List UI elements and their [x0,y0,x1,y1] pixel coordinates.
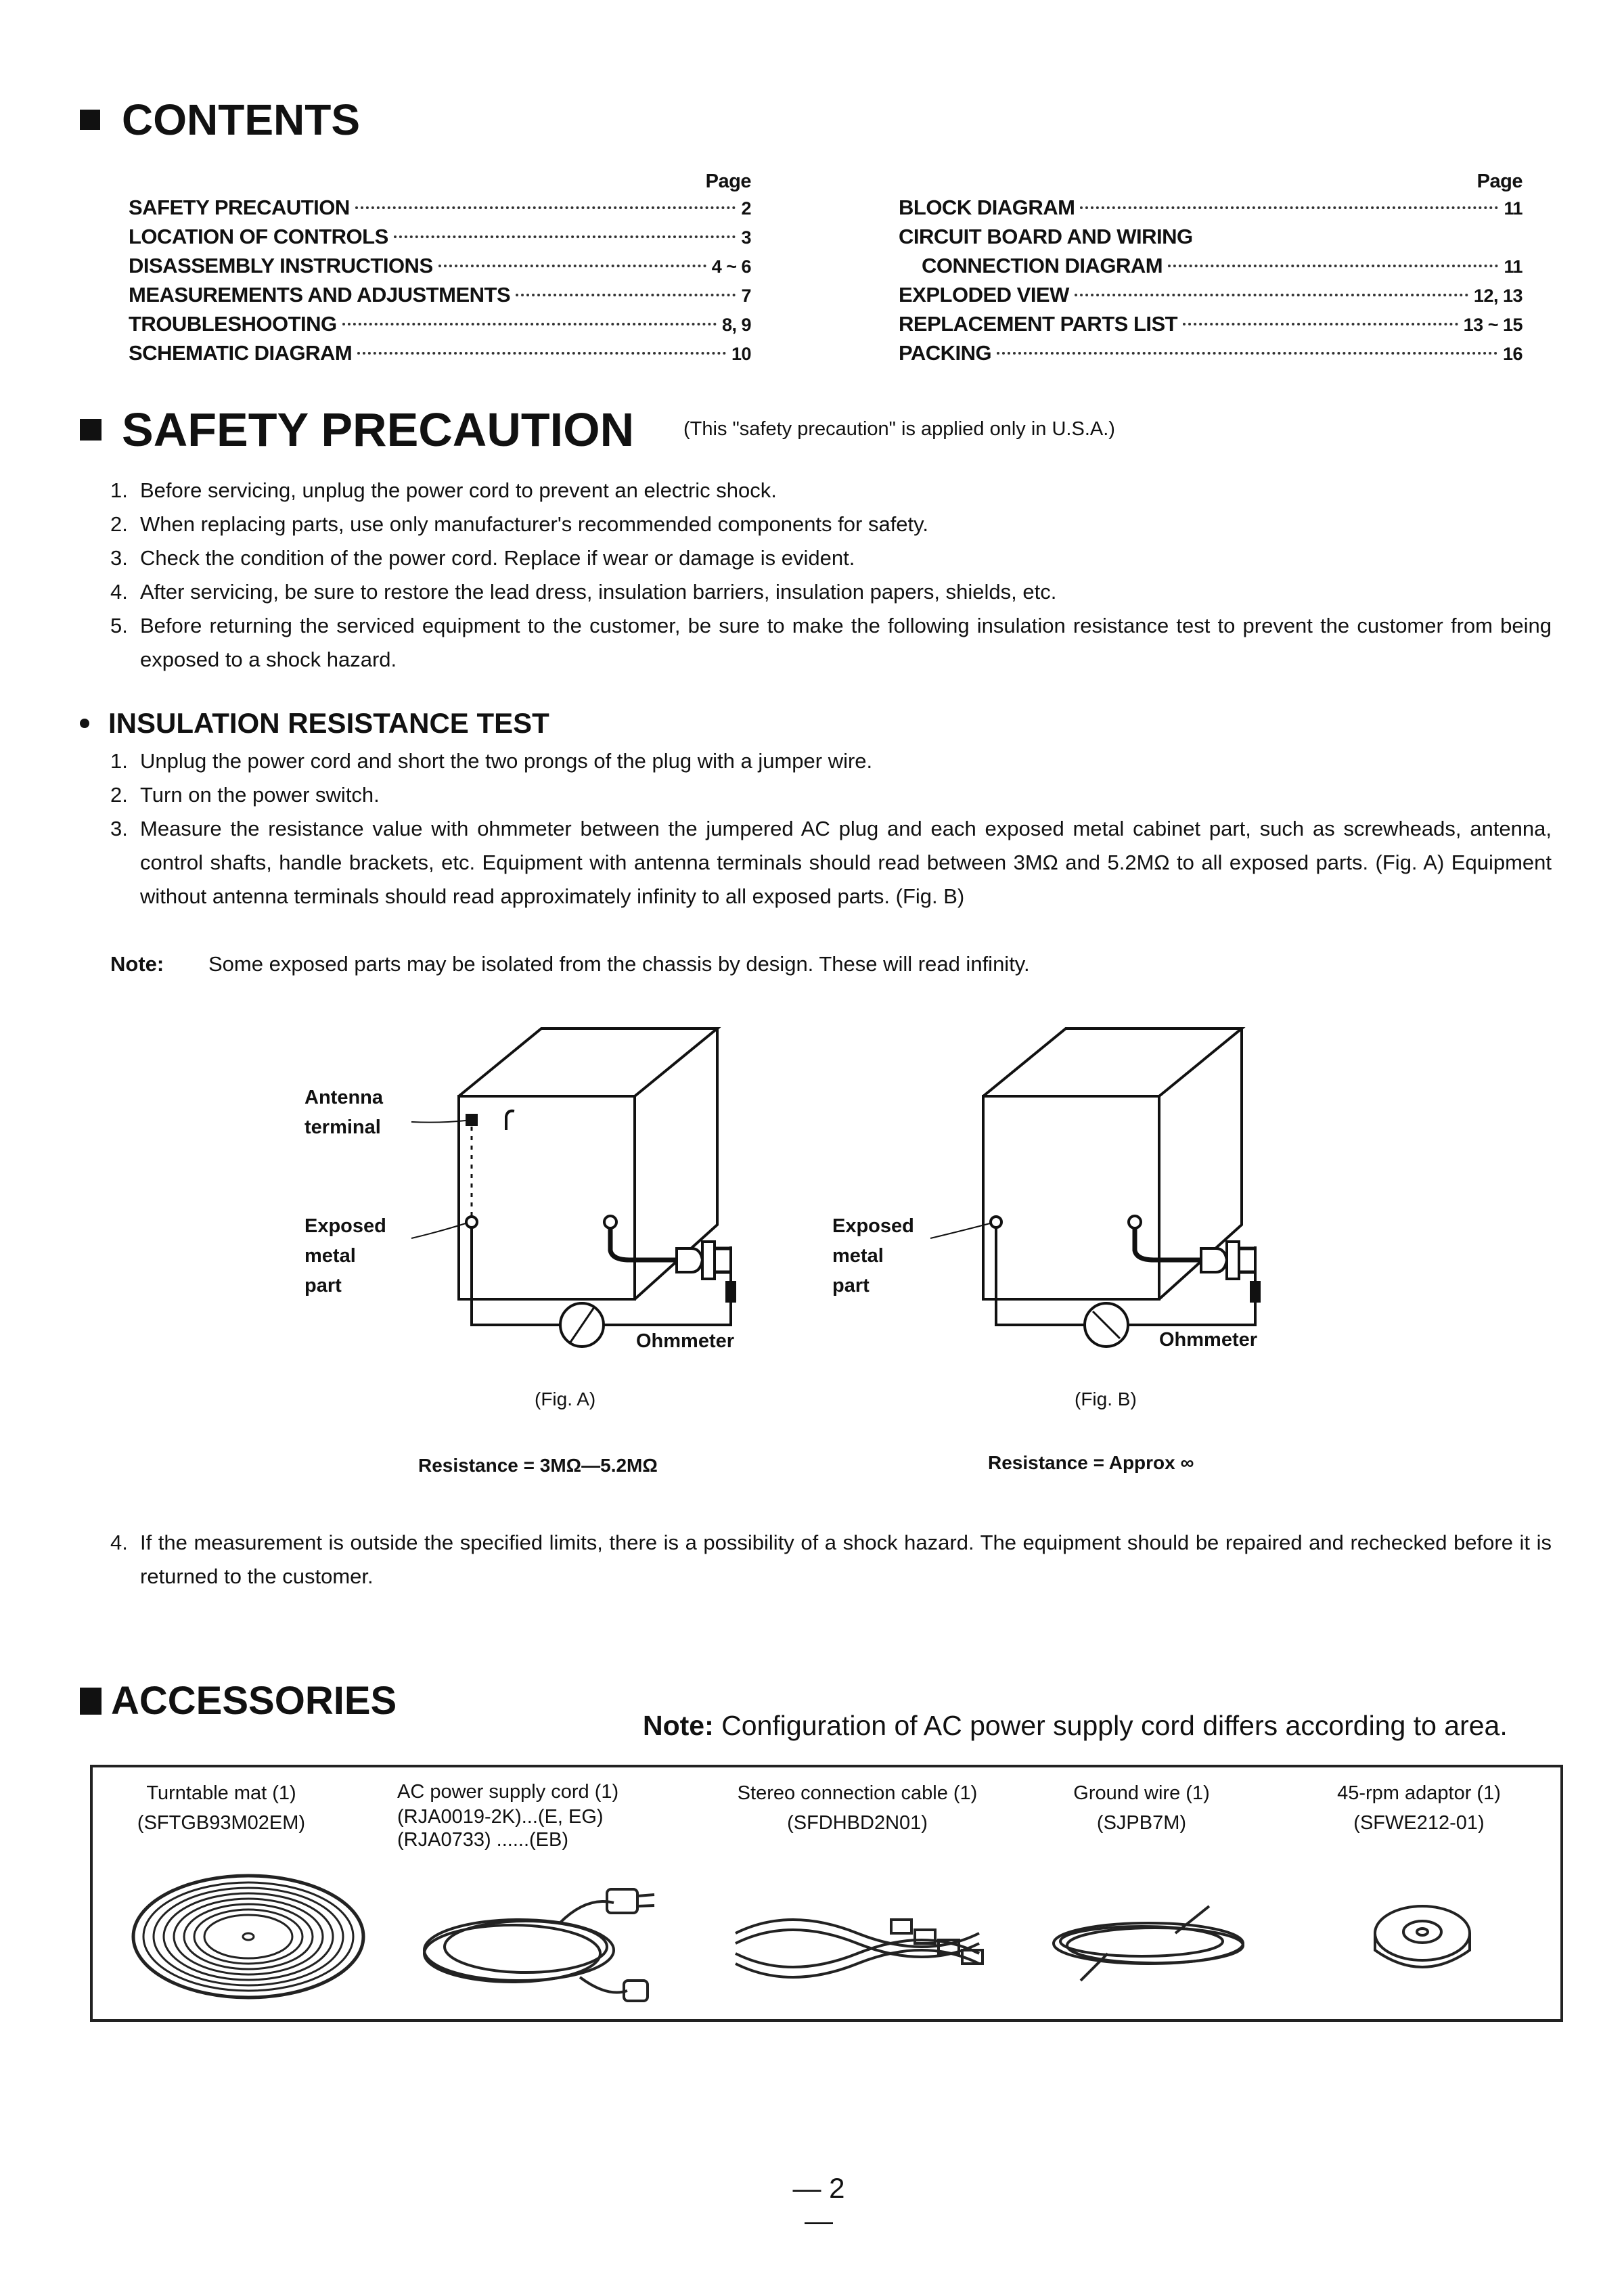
test-lead [996,1227,1086,1325]
caption-fig-a: (Fig. A) [535,1389,596,1409]
toc-left [129,171,751,370]
note-label: Note: [110,952,164,976]
list-item: 1. Before servicing, unplug the power cord to prevent an electric shock. [110,478,777,502]
toc-entry[interactable]: BLOCK DIAGRAM 11 [899,196,1522,219]
plug-body [677,1248,702,1272]
label-exposed-metal-a: Exposed metal part [304,1215,386,1296]
insulation-title-text: INSULATION RESISTANCE TEST [108,707,549,739]
toc-entry[interactable]: LOCATION OF CONTROLS 3 [129,225,751,248]
toc-entry[interactable]: TROUBLESHOOTING 8, 9 [129,312,751,336]
resistance-fig-b: Resistance = Approx ∞ [988,1452,1194,1473]
toc-page-header: Page [705,171,751,192]
accessory-stereo-cable: Stereo connection cable (1) (SFDHBD2N01) [737,1782,978,1834]
cabinet-front [983,1096,1159,1299]
square-bullet-icon [80,110,100,130]
list-item: 2. When replacing parts, use only manufacturer's recommended components for safety. [110,512,928,536]
toc-page-header: Page [1476,171,1522,192]
ac-cord-icon [411,1882,661,2011]
label-ohmmeter-a: Ohmmeter [636,1330,735,1352]
safety-note: (This "safety precaution" is applied only in U.S.A.) [683,418,1115,440]
toc-entry[interactable]: SAFETY PRECAUTION 2 [129,196,751,219]
square-bullet-icon [80,419,102,441]
insulation-list [110,744,1552,913]
test-lead [472,1227,562,1325]
toc-entry[interactable]: EXPLODED VIEW 12, 13 [899,283,1522,307]
figure-a-diagram [379,1015,853,1367]
label-ohmmeter-b: Ohmmeter [1159,1329,1258,1351]
ground-wire-icon [1040,1893,1257,1994]
test-lead [1127,1306,1255,1325]
page-number: — 2 — [792,2172,845,2236]
insulation-note [110,947,1552,981]
toc-right [899,171,1522,370]
antenna-terminal [467,1115,476,1125]
toc-entry[interactable]: MEASUREMENTS AND ADJUSTMENTS 7 [129,283,751,307]
power-cord [1135,1228,1201,1260]
accessory-ground-wire: Ground wire (1) (SJPB7M) [1073,1782,1210,1834]
adaptor-icon [1365,1893,1480,1987]
label-exposed-metal-b: Exposed metal part [832,1215,914,1296]
resistance-fig-a: Resistance = 3MΩ—5.2MΩ [418,1455,658,1476]
toc-entry[interactable]: SCHEMATIC DIAGRAM 10 [129,341,751,365]
cabinet-front [459,1096,635,1299]
safety-title [80,403,634,457]
square-bullet-icon [80,1688,102,1715]
power-cord [610,1228,677,1260]
list-item: 3. Measure the resistance value with ohmmeter between the jumpered AC plug and each exposed metal cabinet part, such as screwheads, antenna, control shafts, handle brackets, etc. Equipment with antenna terminals should read between 3MΩ and 5.2MΩ to all exposed parts. (Fig. A) Equipment without antenna terminals should read approximately infinity to all exposed parts. (Fig. B) [110,817,1552,908]
cord-grommet [604,1216,616,1228]
insulation-item-4 [110,1526,1552,1594]
toc-entry[interactable]: CIRCUIT BOARD AND WIRING [899,225,1193,248]
accessories-title [80,1678,397,1723]
leader-line [930,1223,990,1238]
test-lead [602,1306,731,1325]
accessories-note: Note: Configuration of AC power supply cord differs according to area. [643,1710,1508,1741]
jumper-clip [727,1282,735,1301]
accessories-box [90,1765,1563,2022]
plug-face [1227,1242,1239,1279]
accessory-45rpm-adaptor: 45-rpm adaptor (1) (SFWE212-01) [1337,1782,1501,1834]
toc-entry[interactable]: REPLACEMENT PARTS LIST 13 ~ 15 [899,312,1522,336]
contents-title-text: CONTENTS [122,95,360,144]
toc-entry[interactable]: PACKING 16 [899,341,1522,365]
exposed-screw [991,1217,1001,1227]
turntable-mat-icon [127,1869,370,2004]
insulation-title [80,707,549,740]
bullet-icon [80,719,89,728]
plug-face [702,1242,715,1279]
accessory-ac-cord: AC power supply cord (1) (RJA0019-2K)...(E, EG) (RJA0733) ......(EB) [397,1781,619,1851]
list-item: 1. Unplug the power cord and short the two prongs of the plug with a jumper wire. [110,749,873,773]
cabinet-top [983,1029,1242,1096]
ohmmeter-needle [570,1307,594,1343]
accessories-title-text: ACCESSORIES [111,1679,397,1723]
antenna-wire [506,1111,514,1130]
toc-entry[interactable]: DISASSEMBLY INSTRUCTIONS 4 ~ 6 [129,254,751,277]
contents-title [80,95,360,145]
plug-body [1201,1248,1227,1272]
jumper-clip [1251,1282,1259,1301]
list-item: 3. Check the condition of the power cord. Replace if wear or damage is evident. [110,546,855,570]
cord-grommet [1129,1216,1141,1228]
list-item: 2. Turn on the power switch. [110,783,380,807]
accessory-turntable-mat: Turntable mat (1) (SFTGB93M02EM) [137,1782,306,1834]
toc-entry[interactable]: CONNECTION DIAGRAM 11 [922,254,1522,277]
list-item: 4. After servicing, be sure to restore the lead dress, insulation barriers, insulation papers, shields, etc. [110,580,1057,604]
cabinet-top [459,1029,717,1096]
ohmmeter-needle [1093,1311,1120,1338]
safety-list [110,474,1552,677]
stereo-cable-icon [722,1893,993,1994]
figure-b-diagram [903,1015,1377,1367]
label-antenna-terminal: Antenna terminal [304,1087,383,1138]
note-text: Some exposed parts may be isolated from the chassis by design. These will read infinity. [208,952,1030,976]
safety-title-text: SAFETY PRECAUTION [122,403,635,456]
list-item: 5. Before returning the serviced equipment to the customer, be sure to make the following insulation resistance test to prevent the customer from being exposed to a shock hazard. [110,614,1552,671]
exposed-screw [466,1217,477,1227]
list-item: 4. If the measurement is outside the specified limits, there is a possibility of a shock hazard. The equipment should be repaired and rechecked before it is returned to the customer. [110,1531,1552,1588]
caption-fig-b: (Fig. B) [1075,1389,1137,1409]
